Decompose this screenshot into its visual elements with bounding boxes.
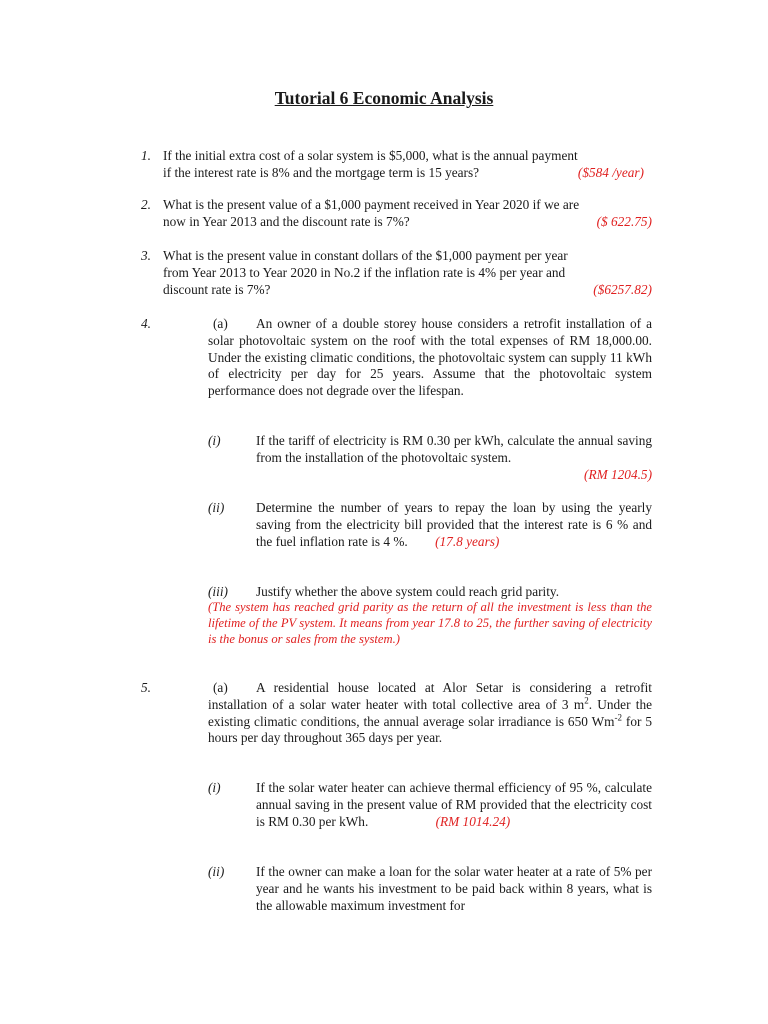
negative-two-superscript: -2	[614, 712, 622, 723]
question-1-line-1: If the initial extra cost of a solar system is $5,000, what is the annual payment	[163, 148, 578, 163]
question-2-number: 2.	[141, 197, 151, 212]
question-4-number: 4.	[141, 316, 151, 331]
question-3-line-1: What is the present value in constant dollars of the $1,000 payment per year	[163, 248, 568, 263]
question-5-i-block	[256, 780, 652, 830]
question-3-number: 3.	[141, 248, 151, 263]
question-5a-text	[208, 680, 652, 747]
question-5-i-label: (i)	[208, 780, 221, 795]
question-1-answer: ($584 /year)	[577, 164, 644, 180]
question-4-iii-label: (iii)	[208, 584, 228, 599]
question-3-answer: ($6257.82)	[593, 281, 652, 297]
question-5-i-text: If the solar water heater can achieve thermal efficiency of 95 %, calculate annual saving in the present value of RM provided that the electricity cost is RM 0.30 per kWh.	[256, 780, 652, 829]
question-4-i-block	[256, 433, 652, 483]
question-3-line-3	[163, 282, 652, 299]
question-4-i-answer: (RM 1204.5)	[584, 466, 652, 482]
question-4-ii-answer: (17.8 years)	[435, 533, 500, 549]
question-1-line-2	[163, 165, 652, 182]
question-2-line-2-text: now in Year 2013 and the discount rate is 7%?	[163, 213, 410, 229]
question-3-line-2: from Year 2013 to Year 2020 in No.2 if the inflation rate is 4% per year and	[163, 264, 566, 280]
question-5-ii-text: If the owner can make a loan for the solar water heater at a rate of 5% per year and he wants his investment to be paid back within 8 years, what is the allowable maximum investment for	[256, 864, 652, 913]
question-5-ii-label: (ii)	[208, 864, 225, 879]
question-3-line-3-text: discount rate is 7%?	[163, 281, 271, 297]
page-title: Tutorial 6 Economic Analysis	[274, 88, 494, 108]
question-5a-text-part-1: A residential house located at Alor Setar is considering a retrofit installation of a solar water heater with total collective area of 3 m	[208, 680, 652, 712]
question-2-line-1: What is the present value of a $1,000 payment received in Year 2020 if we are	[163, 197, 580, 212]
question-4-i-text: If the tariff of electricity is RM 0.30 per kWh, calculate the annual saving from the installation of the photovoltaic system.	[256, 433, 652, 465]
question-3-text	[163, 248, 652, 298]
question-5a-text-part-3: for 5 hours per day throughout 365 days per year.	[208, 713, 652, 746]
question-5-i-answer: (RM 1014.24)	[435, 813, 511, 829]
squared-superscript: 2	[584, 695, 589, 706]
question-1-text	[163, 148, 652, 182]
question-5-number: 5.	[141, 680, 151, 695]
question-4a-label: (a)	[213, 316, 228, 331]
question-1-line-2-text: if the interest rate is 8% and the mortgage term is 15 years?	[163, 164, 480, 180]
question-2-text	[163, 197, 652, 231]
question-4-iii-answer: (The system has reached grid parity as the return of all the investment is less than the lifetime of the PV system. It means from year 17.8 to 25, the further saving of electricity is the bonus or sales from the system.)	[208, 600, 652, 646]
question-4-ii-block	[256, 500, 652, 550]
question-2-line-2	[163, 214, 652, 231]
question-2-answer: ($ 622.75)	[596, 213, 652, 229]
question-4a-text: An owner of a double storey house considers a retrofit installation of a solar photovoltaic system on the roof with the total expenses of RM 18,000.00. Under the existing climatic conditions, the photovoltaic system can supply 11 kWh of electricity per day for 25 years. Assume that the photovoltaic system performance does not degrade over the lifespan.	[208, 316, 652, 399]
question-1-number: 1.	[141, 148, 151, 163]
question-4-i-label: (i)	[208, 433, 221, 448]
question-4-iii-text: Justify whether the above system could reach grid parity.	[256, 584, 560, 599]
question-5a-text-part-2: . Under the existing climatic conditions, the annual average solar irradiance is 650 Wm	[208, 696, 653, 729]
question-5a-label: (a)	[213, 680, 228, 695]
question-4-ii-text: Determine the number of years to repay the loan by using the yearly saving from the electricity bill provided that the interest rate is 6 % and the fuel inflation rate is 4 %.	[256, 500, 652, 549]
question-4-ii-label: (ii)	[208, 500, 225, 515]
